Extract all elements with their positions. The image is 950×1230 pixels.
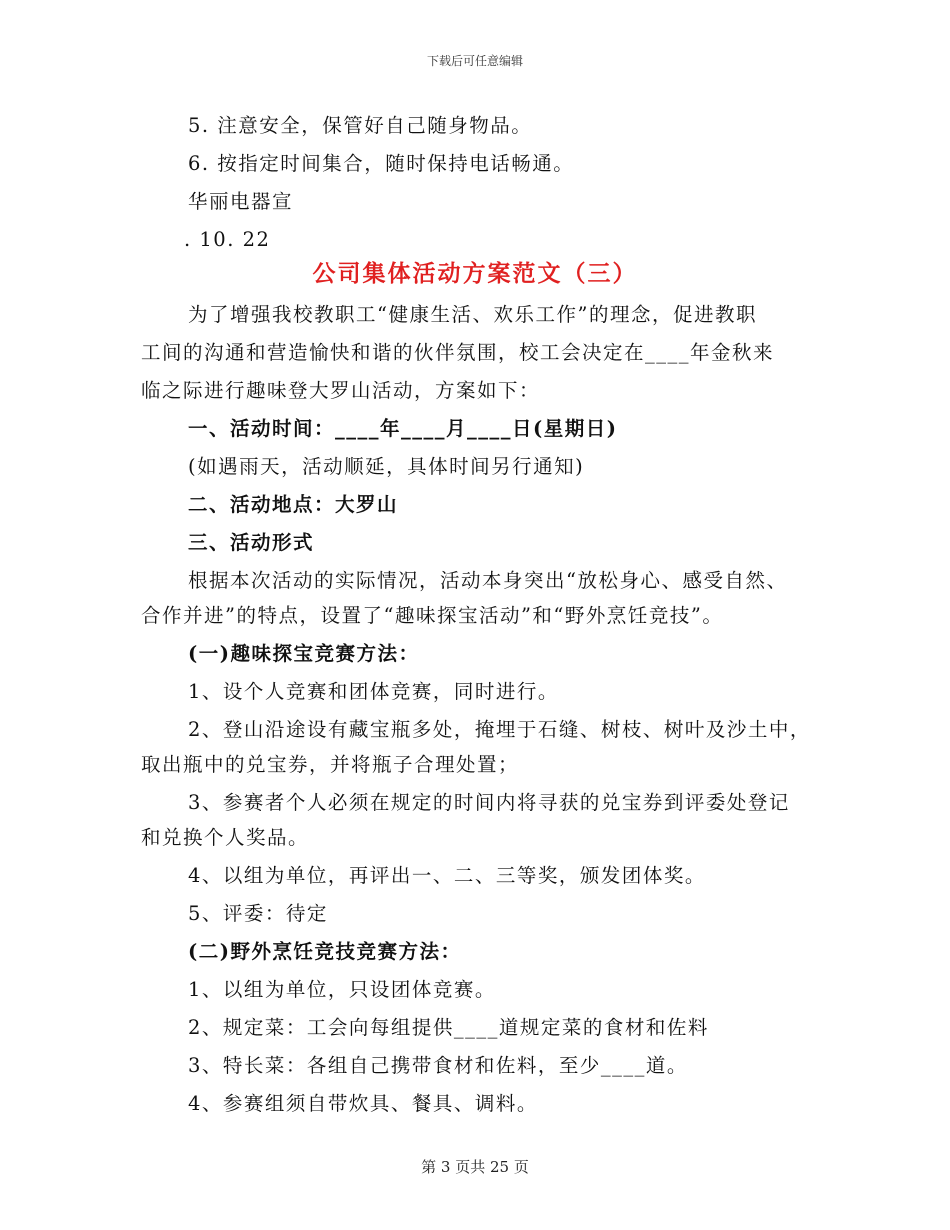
intro-line-2: 工间的沟通和营造愉快和谐的伙伴氛围，校工会决定在____年金秋来 (141, 341, 775, 364)
cooking-item-2: 2、规定菜：工会向每组提供____道规定菜的食材和佐料 (188, 1016, 709, 1039)
heading-activity-form: 三、活动形式 (188, 531, 315, 554)
treasure-item-3-line-1: 3、参赛者个人必须在规定的时间内将寻获的兑宝券到评委处登记 (188, 791, 790, 814)
treasure-item-5: 5、评委：待定 (188, 902, 328, 925)
intro-line-1: 为了增强我校教职工“健康生活、欢乐工作”的理念，促进教职 (188, 303, 757, 326)
treasure-item-3-line-2: 和兑换个人奖品。 (141, 826, 310, 849)
heading-activity-time: 一、活动时间：____年____月____日(星期日) (188, 417, 618, 440)
cooking-item-3: 3、特长菜：各组自己携带食材和佐料，至少____道。 (188, 1054, 688, 1077)
signature-date: . 10. 22 (184, 228, 271, 251)
treasure-item-1: 1、设个人竞赛和团体竞赛，同时进行。 (188, 680, 559, 703)
treasure-item-4: 4、以组为单位，再评出一、二、三等奖，颁发团体奖。 (188, 864, 706, 887)
note-item-5: 5. 注意安全，保管好自己随身物品。 (188, 114, 533, 137)
section-title: 公司集体活动方案范文（三） (312, 260, 638, 287)
rain-note: (如遇雨天，活动顺延，具体时间另行通知) (188, 455, 585, 478)
subheading-cooking-contest: (二)野外烹饪竞技竞赛方法： (188, 940, 462, 963)
page-header: 下载后可任意编辑 (426, 54, 523, 68)
cooking-item-4: 4、参赛组须自带炊具、餐具、调料。 (188, 1092, 538, 1115)
page-footer: 第 3 页共 25 页 (421, 1158, 529, 1176)
intro-line-3: 临之际进行趣味登大罗山活动，方案如下： (141, 379, 541, 402)
form-desc-line-1: 根据本次活动的实际情况，活动本身突出“放松身心、感受自然、 (188, 569, 788, 592)
subheading-treasure-hunt: (一)趣味探宝竞赛方法： (188, 642, 420, 665)
form-desc-line-2: 合作并进”的特点，设置了“趣味探宝活动”和“野外烹饪竞技”。 (141, 604, 724, 627)
heading-activity-location: 二、活动地点：大罗山 (188, 493, 399, 516)
treasure-item-2-line-1: 2、登山沿途设有藏宝瓶多处，掩埋于石缝、树枝、树叶及沙土中， (188, 718, 811, 741)
signature-org: 华丽电器宣 (188, 190, 294, 213)
cooking-item-1: 1、以组为单位，只设团体竞赛。 (188, 978, 496, 1001)
note-item-6: 6. 按指定时间集合，随时保持电话畅通。 (188, 152, 575, 175)
treasure-item-2-line-2: 取出瓶中的兑宝券，并将瓶子合理处置； (141, 753, 520, 776)
